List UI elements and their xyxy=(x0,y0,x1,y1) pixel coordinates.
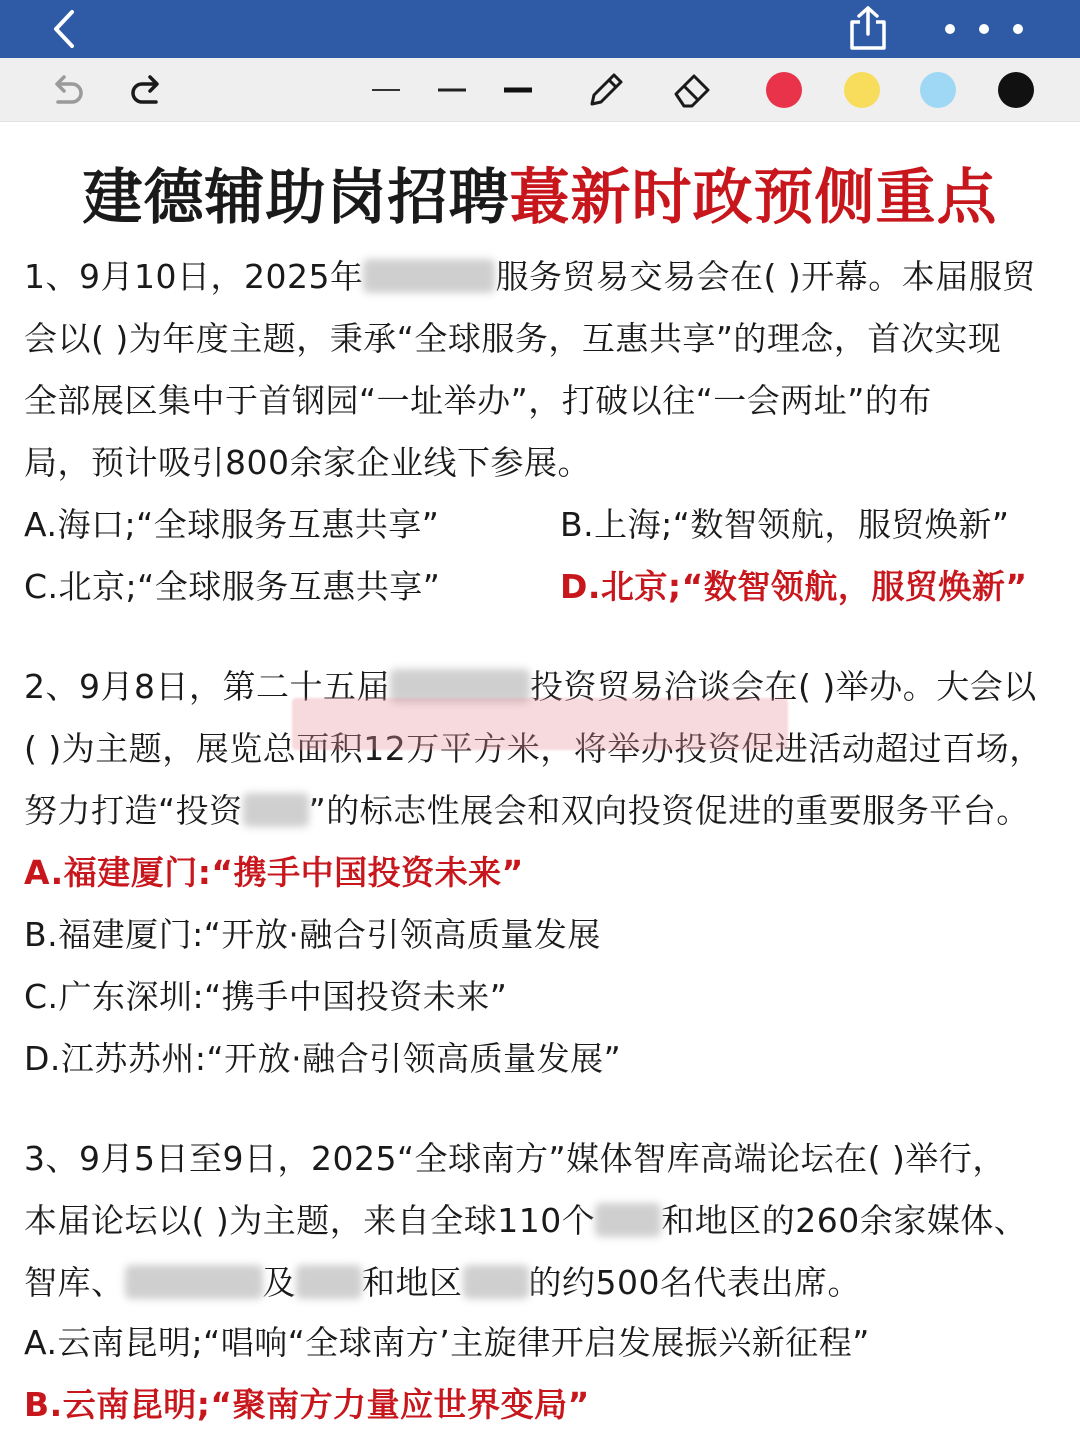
q1-line-4: 局，预计吸引800余家企业线下参展。 xyxy=(24,443,591,482)
pencil-icon[interactable] xyxy=(582,66,630,114)
q1-option-b: B.上海;“数智领航，服贸焕新” xyxy=(560,505,1010,544)
color-light-blue-swatch[interactable] xyxy=(920,72,956,108)
blurred-text xyxy=(363,259,495,293)
share-icon[interactable] xyxy=(846,4,890,52)
color-red-swatch[interactable] xyxy=(766,72,802,108)
q3-line-1: 3、9月5日至9日，2025“全球南方”媒体智库高端论坛在( )举行， xyxy=(24,1139,1006,1178)
q1-line-1: 1、9月10日，2025年 服务贸易交易会在( )开幕。本届服贸 xyxy=(24,257,1036,296)
watermark xyxy=(292,698,788,750)
annotation-toolbar xyxy=(0,58,1080,122)
blurred-text xyxy=(296,1265,362,1299)
q2-line-3: 努力打造“投资 ”的标志性展会和双向投资促进的重要服务平台。 xyxy=(24,791,1030,830)
q2-option-d: D.江苏苏州:“开放·融合引领高质量发展” xyxy=(24,1039,622,1078)
blurred-text xyxy=(463,1265,529,1299)
q2-option-b: B.福建厦门:“开放·融合引领高质量发展 xyxy=(24,915,601,954)
eraser-icon[interactable] xyxy=(668,66,716,114)
thick-line-icon[interactable] xyxy=(494,66,542,114)
q2-option-c: C.广东深圳:“携手中国投资未来” xyxy=(24,977,508,1016)
more-horizontal-icon[interactable] xyxy=(936,14,1032,44)
q2-line-1: 2、9月8日，第二十五届 投资贸易洽谈会在( )举办。大会以 xyxy=(24,667,1037,706)
color-black-swatch[interactable] xyxy=(998,72,1034,108)
q1-option-d-answer: D.北京;“数智领航，服贸焕新” xyxy=(560,567,1028,606)
q1-line-2: 会以( )为年度主题，秉承“全球服务，互惠共享”的理念，首次实现 xyxy=(24,319,1002,358)
question-3 xyxy=(24,1128,1064,1314)
undo-icon[interactable] xyxy=(42,66,90,114)
q3-option-a: A.云南昆明;“唱响“全球南方’主旋律开启发展振兴新征程” xyxy=(24,1323,870,1362)
q3-line-2: 本届论坛以( )为主题，来自全球110个 和地区的260余家媒体、 xyxy=(24,1201,1028,1240)
q3-line-3: 智库、 及 和地区 的约500名代表出席。 xyxy=(24,1263,861,1302)
thin-line-icon[interactable] xyxy=(362,66,410,114)
medium-line-icon[interactable] xyxy=(428,66,476,114)
top-nav-bar xyxy=(0,0,1080,58)
page-title xyxy=(0,150,1080,236)
q2-option-a-answer: A.福建厦门:“携手中国投资未来” xyxy=(24,853,524,892)
q1-option-c: C.北京;“全球服务互惠共享” xyxy=(24,567,441,606)
q2-line-2: ( )为主题，展览总面积12万平方米，将举办投资促进活动超过百场， xyxy=(24,729,1043,768)
title-red-part: 蕞新时政预侧重点 xyxy=(509,163,998,233)
redo-icon[interactable] xyxy=(124,66,172,114)
chevron-left-icon[interactable] xyxy=(44,8,86,50)
q1-line-3: 全部展区集中于首钢园“一址举办”，打破以往“一会两址”的布 xyxy=(24,381,932,420)
blurred-text xyxy=(243,793,309,827)
blurred-text xyxy=(595,1203,661,1237)
color-yellow-swatch[interactable] xyxy=(844,72,880,108)
q3-option-b-answer: B.云南昆明;“聚南方力量应世界变局” xyxy=(24,1385,590,1424)
q1-option-a: A.海口;“全球服务互惠共享” xyxy=(24,505,440,544)
title-black-part: 建德辅助岗招聘 xyxy=(82,163,510,233)
blurred-text xyxy=(125,1265,263,1299)
question-1 xyxy=(24,246,1064,494)
